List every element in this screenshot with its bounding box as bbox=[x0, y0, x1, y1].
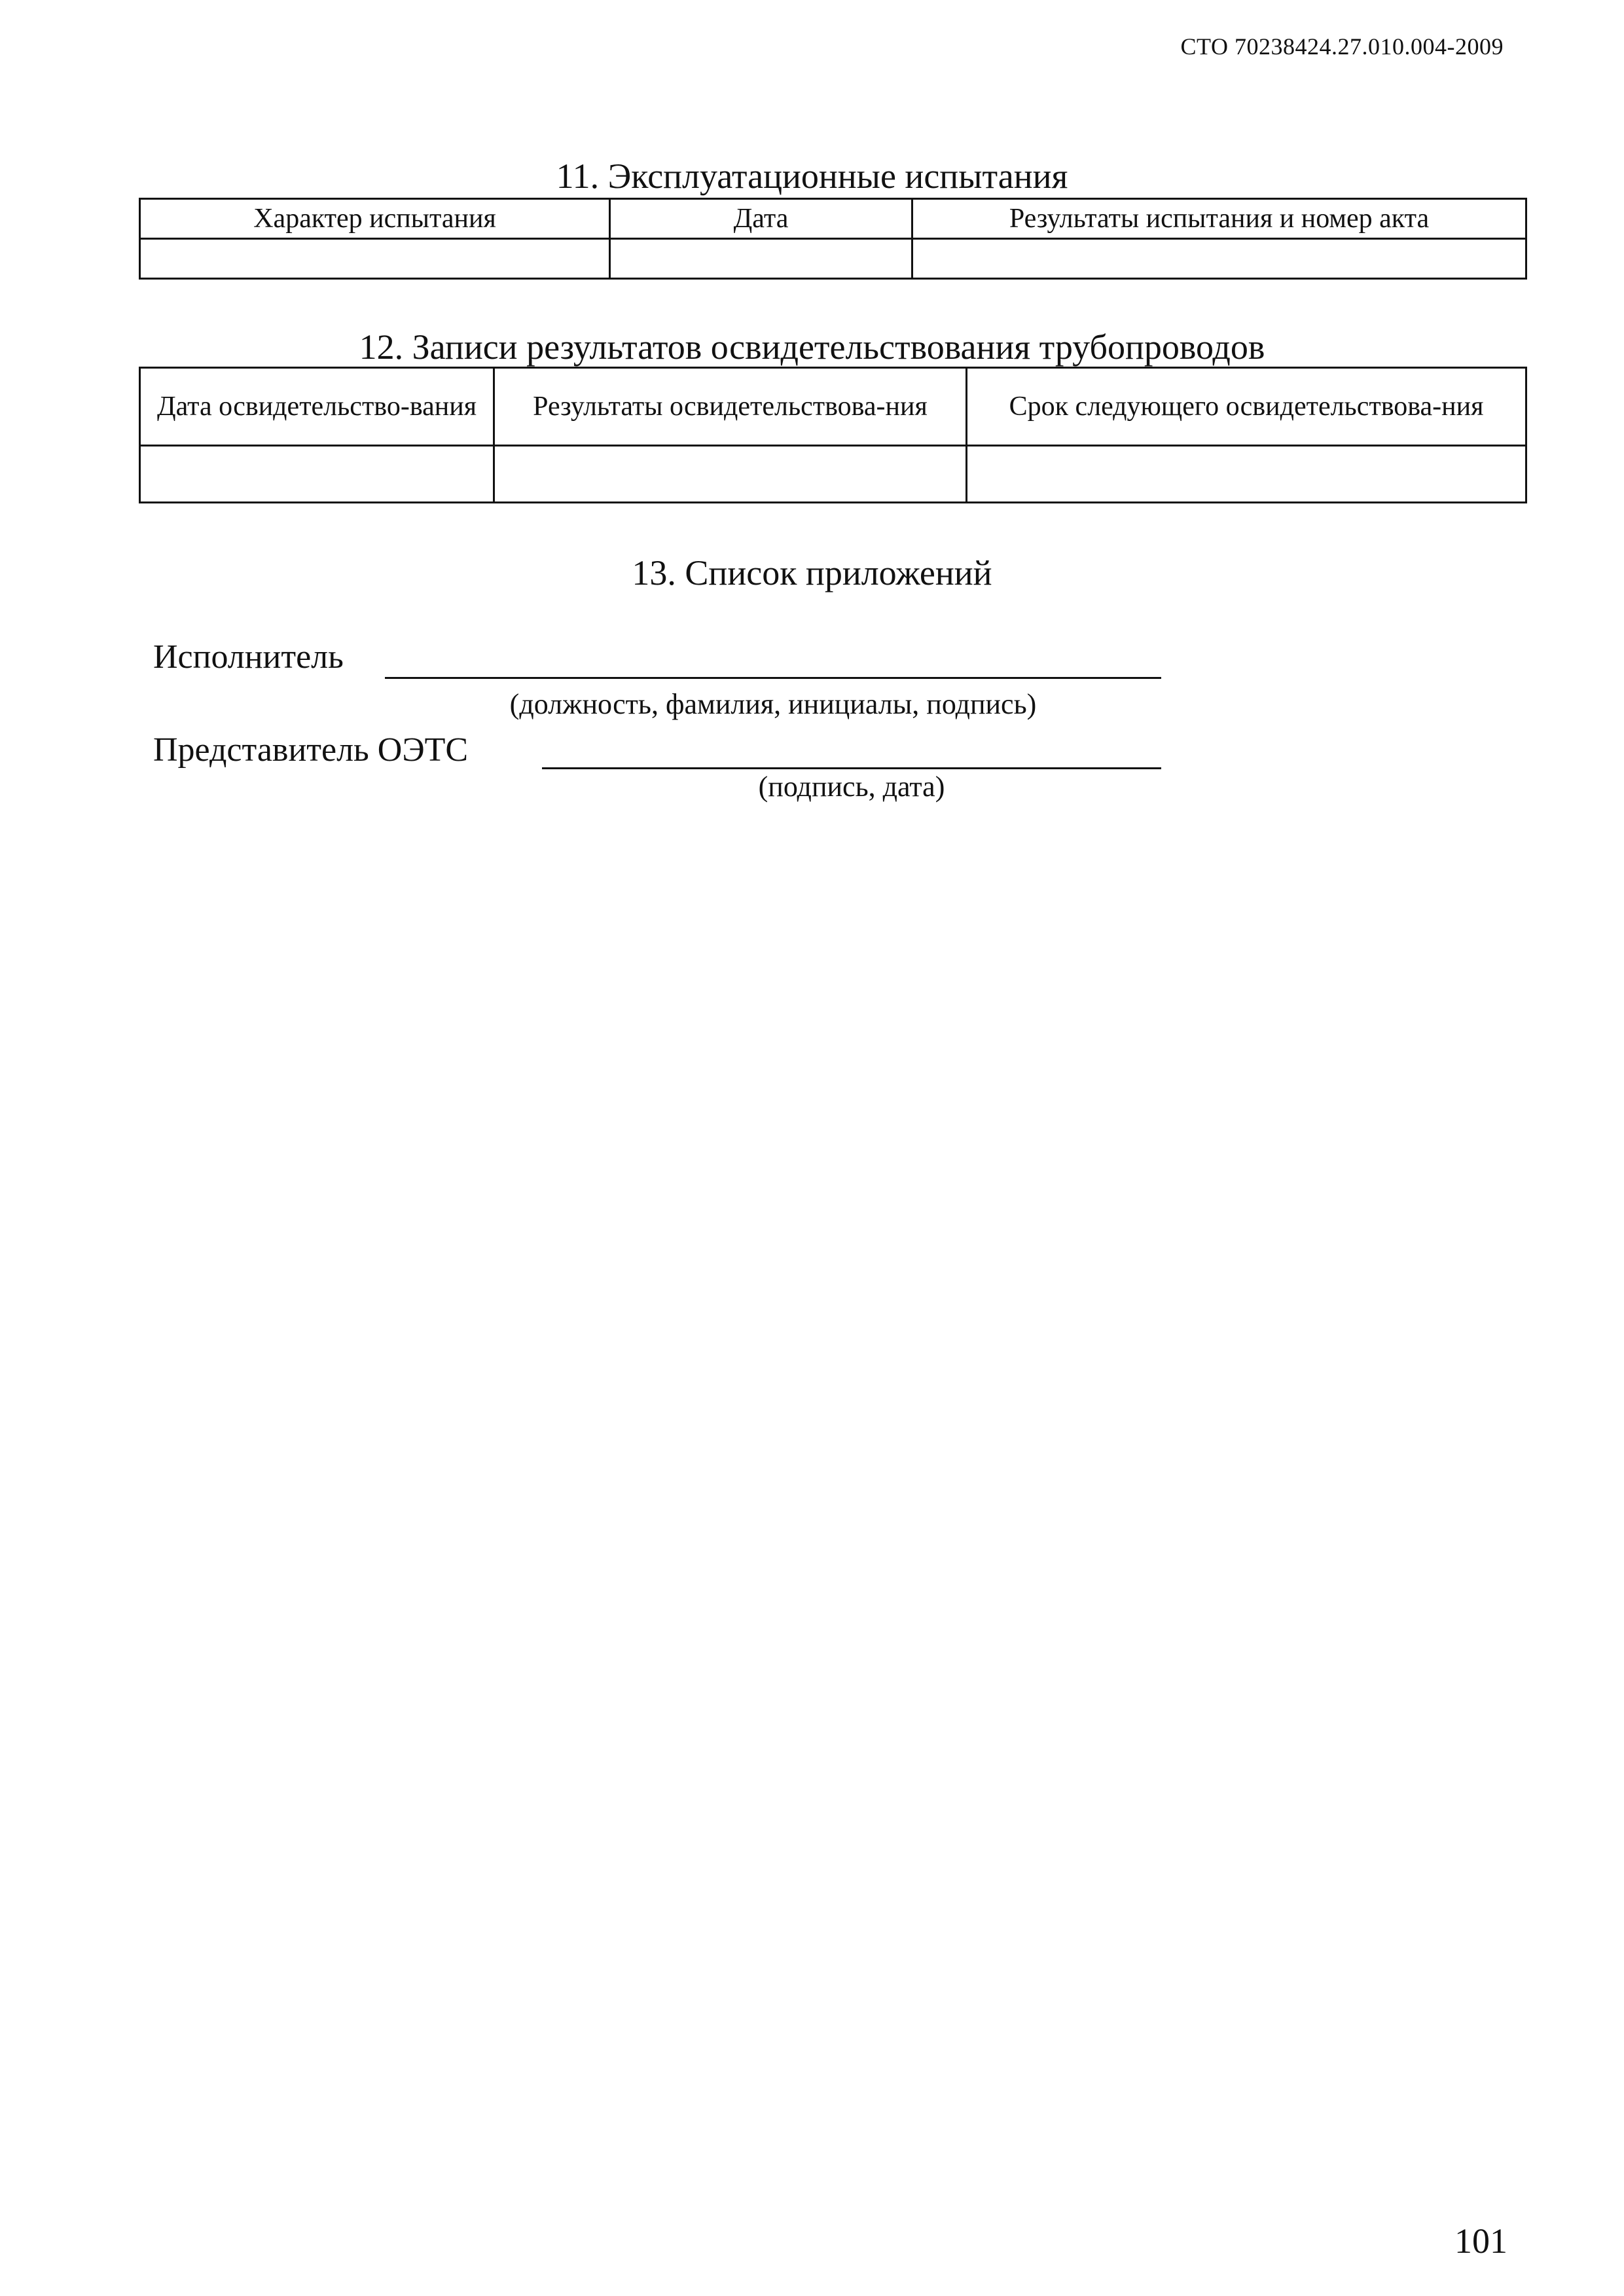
table-cell[interactable] bbox=[610, 239, 912, 279]
column-header-next-inspection-term: Срок следующего освидетельствова-ния bbox=[967, 368, 1526, 446]
table-cell[interactable] bbox=[494, 446, 967, 503]
table-row bbox=[140, 446, 1526, 503]
column-header-test-type: Характер испытания bbox=[140, 199, 610, 239]
operational-tests-table bbox=[139, 198, 1527, 280]
executor-caption: (должность, фамилия, инициалы, подпись) bbox=[509, 688, 1037, 720]
representative-caption: (подпись, дата) bbox=[758, 771, 945, 803]
table-header-row bbox=[140, 199, 1526, 239]
table-cell[interactable] bbox=[140, 239, 610, 279]
table-cell[interactable] bbox=[912, 239, 1526, 279]
executor-signature-line[interactable] bbox=[385, 677, 1161, 679]
table-header-row bbox=[140, 368, 1526, 446]
column-header-inspection-results: Результаты освидетельствова-ния bbox=[494, 368, 967, 446]
column-header-date: Дата bbox=[610, 199, 912, 239]
table-cell[interactable] bbox=[967, 446, 1526, 503]
representative-signature-line[interactable] bbox=[542, 767, 1161, 769]
section-11-title: 11. Эксплуатационные испытания bbox=[556, 156, 1068, 196]
page-number: 101 bbox=[1454, 2221, 1507, 2261]
table-cell[interactable] bbox=[140, 446, 494, 503]
document-code: СТО 70238424.27.010.004-2009 bbox=[1180, 33, 1504, 60]
executor-label: Исполнитель bbox=[153, 638, 344, 676]
representative-label: Представитель ОЭТС bbox=[153, 731, 469, 769]
inspection-records-table bbox=[139, 367, 1527, 503]
column-header-inspection-date: Дата освидетельство-вания bbox=[140, 368, 494, 446]
table-row bbox=[140, 239, 1526, 279]
section-13-title: 13. Список приложений bbox=[632, 553, 992, 592]
column-header-results-act: Результаты испытания и номер акта bbox=[912, 199, 1526, 239]
section-12-title: 12. Записи результатов освидетельствования трубопроводов bbox=[359, 327, 1265, 367]
